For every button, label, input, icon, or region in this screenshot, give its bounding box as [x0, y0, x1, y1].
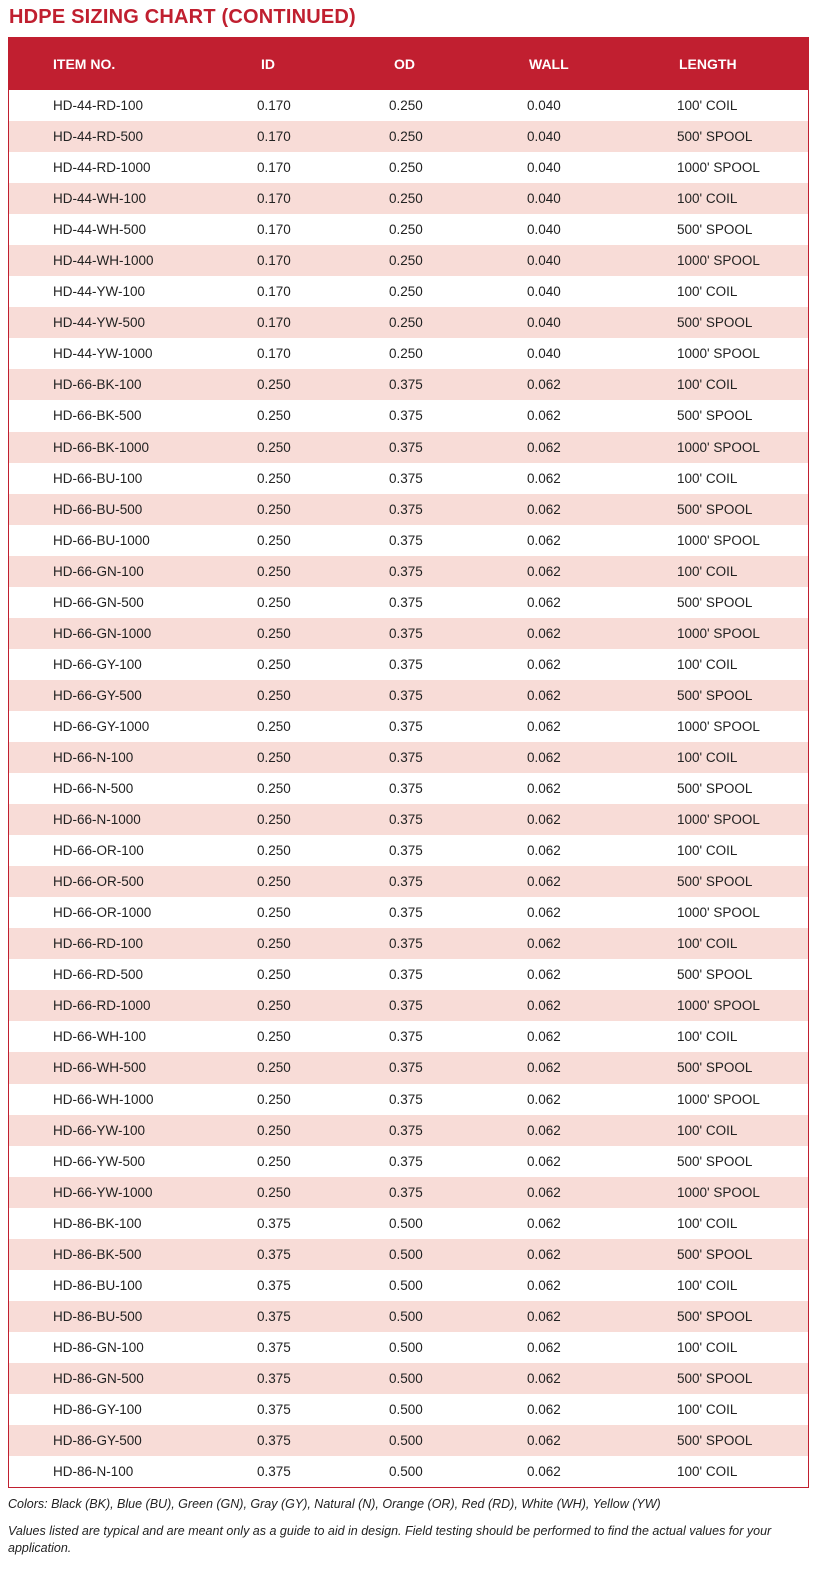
table-row — [9, 1425, 808, 1456]
cell-item-no: HD-86-GN-500 — [53, 1370, 144, 1386]
cell-od: 0.250 — [389, 222, 423, 238]
table-row — [9, 649, 808, 680]
cell-item-no: HD-66-GN-500 — [53, 594, 144, 610]
cell-wall: 0.062 — [527, 625, 561, 641]
cell-od: 0.375 — [389, 781, 423, 797]
cell-id: 0.250 — [257, 532, 291, 548]
table-row — [9, 1363, 808, 1394]
cell-od: 0.375 — [389, 687, 423, 703]
table-row — [9, 276, 808, 307]
table-row — [9, 525, 808, 556]
cell-id: 0.170 — [257, 191, 291, 207]
cell-item-no: HD-66-WH-100 — [53, 1029, 147, 1045]
cell-od: 0.375 — [389, 874, 423, 890]
table-row — [9, 152, 808, 183]
header-length: LENGTH — [679, 55, 737, 72]
table-row — [9, 369, 808, 400]
cell-wall: 0.062 — [527, 781, 561, 797]
table-row — [9, 90, 808, 121]
cell-id: 0.170 — [257, 253, 291, 269]
cell-item-no: HD-66-N-100 — [53, 750, 134, 765]
table-row — [9, 1270, 808, 1301]
cell-item-no: HD-86-BU-100 — [53, 1277, 143, 1293]
table-row — [9, 773, 808, 804]
cell-wall: 0.040 — [527, 315, 561, 331]
cell-id: 0.250 — [257, 501, 291, 517]
cell-od: 0.500 — [389, 1246, 423, 1262]
cell-item-no: HD-66-BK-100 — [53, 377, 142, 393]
cell-length: 500' SPOOL — [677, 1060, 753, 1076]
cell-od: 0.375 — [389, 1029, 423, 1045]
cell-id: 0.250 — [257, 656, 291, 672]
cell-id: 0.375 — [257, 1215, 291, 1231]
cell-id: 0.375 — [257, 1370, 291, 1386]
cell-length: 500' SPOOL — [677, 315, 753, 331]
cell-od: 0.375 — [389, 843, 423, 859]
cell-length: 500' SPOOL — [677, 129, 753, 145]
cell-length: 500' SPOOL — [677, 501, 753, 517]
cell-wall: 0.062 — [527, 408, 561, 424]
table-row — [9, 866, 808, 897]
cell-od: 0.375 — [389, 532, 423, 548]
cell-id: 0.170 — [257, 98, 291, 114]
cell-od: 0.375 — [389, 408, 423, 424]
cell-wall: 0.062 — [527, 874, 561, 890]
cell-wall: 0.040 — [527, 191, 561, 207]
cell-od: 0.375 — [389, 905, 423, 921]
cell-wall: 0.062 — [527, 1370, 561, 1386]
table-row — [9, 587, 808, 618]
cell-wall: 0.062 — [527, 905, 561, 921]
table-row — [9, 400, 808, 431]
cell-length: 500' SPOOL — [677, 408, 753, 424]
cell-length: 100' COIL — [677, 1401, 738, 1417]
cell-wall: 0.062 — [527, 1153, 561, 1169]
cell-id: 0.375 — [257, 1464, 291, 1480]
cell-od: 0.375 — [389, 1091, 423, 1107]
cell-od: 0.250 — [389, 98, 423, 114]
cell-length: 1000' SPOOL — [677, 346, 760, 362]
cell-id: 0.375 — [257, 1246, 291, 1262]
table-row — [9, 1177, 808, 1208]
cell-wall: 0.062 — [527, 439, 561, 455]
cell-item-no: HD-86-GY-100 — [53, 1401, 142, 1417]
cell-item-no: HD-44-RD-100 — [53, 98, 144, 114]
cell-od: 0.250 — [389, 284, 423, 300]
cell-id: 0.375 — [257, 1433, 291, 1449]
cell-item-no: HD-66-YW-1000 — [53, 1184, 153, 1200]
sizing-table — [8, 37, 809, 1488]
cell-item-no: HD-66-RD-500 — [53, 967, 144, 983]
cell-length: 100' COIL — [677, 470, 738, 486]
cell-od: 0.375 — [389, 625, 423, 641]
cell-wall: 0.062 — [527, 718, 561, 734]
cell-od: 0.500 — [389, 1433, 423, 1449]
cell-wall: 0.062 — [527, 501, 561, 517]
cell-id: 0.375 — [257, 1339, 291, 1355]
table-row — [9, 245, 808, 276]
table-row — [9, 680, 808, 711]
cell-item-no: HD-66-YW-100 — [53, 1122, 146, 1138]
page-title: HDPE SIZING CHART (CONTINUED) — [9, 6, 356, 28]
cell-id: 0.250 — [257, 718, 291, 734]
cell-od: 0.375 — [389, 967, 423, 983]
cell-wall: 0.062 — [527, 750, 561, 765]
table-row — [9, 494, 808, 525]
cell-id: 0.170 — [257, 346, 291, 362]
table-body — [9, 90, 808, 1487]
cell-od: 0.375 — [389, 1153, 423, 1169]
table-row — [9, 463, 808, 494]
table-row — [9, 1239, 808, 1270]
table-row — [9, 928, 808, 959]
cell-wall: 0.062 — [527, 1308, 561, 1324]
cell-wall: 0.062 — [527, 936, 561, 952]
header-item-no: ITEM NO. — [53, 55, 116, 72]
cell-wall: 0.062 — [527, 1464, 561, 1480]
cell-item-no: HD-66-BK-500 — [53, 408, 142, 424]
table-row — [9, 1052, 808, 1083]
cell-item-no: HD-66-BU-500 — [53, 501, 143, 517]
cell-id: 0.250 — [257, 377, 291, 393]
cell-length: 100' COIL — [677, 1339, 738, 1355]
cell-id: 0.250 — [257, 1153, 291, 1169]
cell-od: 0.375 — [389, 750, 423, 765]
cell-item-no: HD-66-GN-1000 — [53, 625, 152, 641]
cell-item-no: HD-66-RD-100 — [53, 936, 144, 952]
table-row — [9, 432, 808, 463]
colors-legend-note: Colors: Black (BK), Blue (BU), Green (GN), Gray (GY), Natural (N), Orange (OR), Red (RD), White (WH), Yellow (YW) — [8, 1497, 661, 1511]
cell-item-no: HD-86-BK-500 — [53, 1246, 142, 1262]
cell-wall: 0.062 — [527, 1184, 561, 1200]
cell-id: 0.250 — [257, 1184, 291, 1200]
table-row — [9, 1084, 808, 1115]
cell-length: 500' SPOOL — [677, 1153, 753, 1169]
cell-item-no: HD-66-BU-1000 — [53, 532, 150, 548]
table-row — [9, 183, 808, 214]
table-row — [9, 1394, 808, 1425]
cell-id: 0.250 — [257, 750, 291, 765]
cell-od: 0.500 — [389, 1370, 423, 1386]
cell-id: 0.170 — [257, 160, 291, 176]
cell-length: 1000' SPOOL — [677, 253, 760, 269]
table-row — [9, 742, 808, 773]
cell-od: 0.500 — [389, 1464, 423, 1480]
cell-length: 1000' SPOOL — [677, 718, 760, 734]
cell-od: 0.375 — [389, 1060, 423, 1076]
cell-id: 0.250 — [257, 967, 291, 983]
cell-item-no: HD-86-N-100 — [53, 1464, 134, 1480]
header-od: OD — [394, 55, 415, 72]
header-wall: WALL — [529, 55, 569, 72]
cell-wall: 0.062 — [527, 563, 561, 579]
cell-length: 500' SPOOL — [677, 1308, 753, 1324]
cell-id: 0.170 — [257, 284, 291, 300]
cell-od: 0.375 — [389, 439, 423, 455]
cell-length: 500' SPOOL — [677, 781, 753, 797]
cell-od: 0.500 — [389, 1277, 423, 1293]
cell-wall: 0.040 — [527, 129, 561, 145]
cell-wall: 0.062 — [527, 1029, 561, 1045]
cell-id: 0.375 — [257, 1277, 291, 1293]
cell-id: 0.250 — [257, 687, 291, 703]
cell-length: 100' COIL — [677, 377, 738, 393]
cell-od: 0.375 — [389, 998, 423, 1014]
cell-item-no: HD-66-YW-500 — [53, 1153, 146, 1169]
table-row — [9, 990, 808, 1021]
cell-wall: 0.062 — [527, 1401, 561, 1417]
cell-length: 500' SPOOL — [677, 1433, 753, 1449]
cell-item-no: HD-66-N-500 — [53, 781, 134, 797]
cell-length: 100' COIL — [677, 191, 738, 207]
cell-item-no: HD-66-N-1000 — [53, 812, 141, 828]
cell-wall: 0.062 — [527, 1215, 561, 1231]
table-row — [9, 1456, 808, 1487]
header-id: ID — [261, 55, 275, 72]
cell-wall: 0.040 — [527, 284, 561, 300]
cell-item-no: HD-44-RD-1000 — [53, 160, 151, 176]
cell-wall: 0.040 — [527, 346, 561, 362]
cell-length: 100' COIL — [677, 1122, 738, 1138]
cell-length: 100' COIL — [677, 1464, 738, 1480]
cell-id: 0.250 — [257, 1060, 291, 1076]
cell-item-no: HD-44-RD-500 — [53, 129, 144, 145]
cell-length: 100' COIL — [677, 1029, 738, 1045]
table-row — [9, 1021, 808, 1052]
cell-item-no: HD-44-YW-1000 — [53, 346, 153, 362]
table-row — [9, 618, 808, 649]
table-row — [9, 835, 808, 866]
cell-length: 1000' SPOOL — [677, 998, 760, 1014]
cell-od: 0.500 — [389, 1308, 423, 1324]
cell-wall: 0.062 — [527, 998, 561, 1014]
cell-item-no: HD-66-BK-1000 — [53, 439, 150, 455]
table-row — [9, 1208, 808, 1239]
cell-length: 100' COIL — [677, 750, 738, 765]
cell-id: 0.250 — [257, 905, 291, 921]
cell-item-no: HD-66-OR-100 — [53, 843, 144, 859]
cell-item-no: HD-86-BK-100 — [53, 1215, 142, 1231]
cell-wall: 0.062 — [527, 1122, 561, 1138]
cell-id: 0.250 — [257, 874, 291, 890]
cell-length: 100' COIL — [677, 656, 738, 672]
cell-wall: 0.062 — [527, 812, 561, 828]
cell-od: 0.375 — [389, 594, 423, 610]
table-row — [9, 307, 808, 338]
cell-od: 0.375 — [389, 470, 423, 486]
cell-wall: 0.040 — [527, 253, 561, 269]
cell-id: 0.250 — [257, 998, 291, 1014]
cell-length: 100' COIL — [677, 284, 738, 300]
cell-length: 500' SPOOL — [677, 687, 753, 703]
cell-id: 0.170 — [257, 315, 291, 331]
cell-od: 0.375 — [389, 563, 423, 579]
cell-wall: 0.062 — [527, 967, 561, 983]
cell-wall: 0.062 — [527, 843, 561, 859]
cell-length: 500' SPOOL — [677, 1246, 753, 1262]
cell-od: 0.375 — [389, 1122, 423, 1138]
cell-length: 100' COIL — [677, 563, 738, 579]
table-row — [9, 959, 808, 990]
cell-item-no: HD-66-WH-1000 — [53, 1091, 154, 1107]
cell-wall: 0.062 — [527, 1091, 561, 1107]
cell-od: 0.250 — [389, 253, 423, 269]
cell-length: 1000' SPOOL — [677, 1184, 760, 1200]
cell-id: 0.250 — [257, 936, 291, 952]
cell-length: 1000' SPOOL — [677, 905, 760, 921]
table-row — [9, 1301, 808, 1332]
cell-od: 0.250 — [389, 315, 423, 331]
cell-item-no: HD-44-WH-500 — [53, 222, 147, 238]
cell-wall: 0.062 — [527, 1277, 561, 1293]
cell-od: 0.375 — [389, 656, 423, 672]
cell-length: 1000' SPOOL — [677, 439, 760, 455]
cell-length: 1000' SPOOL — [677, 532, 760, 548]
cell-length: 1000' SPOOL — [677, 625, 760, 641]
cell-wall: 0.062 — [527, 1433, 561, 1449]
cell-length: 100' COIL — [677, 98, 738, 114]
cell-od: 0.375 — [389, 936, 423, 952]
cell-id: 0.250 — [257, 594, 291, 610]
table-row — [9, 897, 808, 928]
cell-wall: 0.062 — [527, 470, 561, 486]
cell-id: 0.250 — [257, 563, 291, 579]
table-row — [9, 338, 808, 369]
table-header — [9, 37, 808, 90]
cell-id: 0.250 — [257, 1091, 291, 1107]
cell-od: 0.375 — [389, 377, 423, 393]
cell-length: 500' SPOOL — [677, 594, 753, 610]
cell-item-no: HD-44-WH-1000 — [53, 253, 154, 269]
cell-length: 1000' SPOOL — [677, 812, 760, 828]
cell-length: 500' SPOOL — [677, 874, 753, 890]
cell-length: 100' COIL — [677, 1277, 738, 1293]
cell-id: 0.250 — [257, 781, 291, 797]
cell-length: 500' SPOOL — [677, 967, 753, 983]
cell-item-no: HD-44-WH-100 — [53, 191, 147, 207]
cell-item-no: HD-66-WH-500 — [53, 1060, 147, 1076]
cell-length: 100' COIL — [677, 1215, 738, 1231]
cell-wall: 0.062 — [527, 1246, 561, 1262]
cell-od: 0.500 — [389, 1339, 423, 1355]
cell-od: 0.375 — [389, 1184, 423, 1200]
cell-id: 0.375 — [257, 1401, 291, 1417]
cell-length: 100' COIL — [677, 843, 738, 859]
cell-length: 500' SPOOL — [677, 1370, 753, 1386]
cell-od: 0.375 — [389, 812, 423, 828]
cell-id: 0.250 — [257, 1029, 291, 1045]
cell-id: 0.170 — [257, 222, 291, 238]
cell-item-no: HD-86-BU-500 — [53, 1308, 143, 1324]
cell-wall: 0.062 — [527, 687, 561, 703]
cell-od: 0.500 — [389, 1401, 423, 1417]
cell-wall: 0.062 — [527, 1339, 561, 1355]
cell-item-no: HD-66-RD-1000 — [53, 998, 151, 1014]
table-row — [9, 1146, 808, 1177]
cell-item-no: HD-86-GN-100 — [53, 1339, 144, 1355]
cell-length: 1000' SPOOL — [677, 160, 760, 176]
cell-item-no: HD-86-GY-500 — [53, 1433, 142, 1449]
cell-id: 0.170 — [257, 129, 291, 145]
cell-od: 0.375 — [389, 501, 423, 517]
cell-od: 0.250 — [389, 346, 423, 362]
table-row — [9, 1115, 808, 1146]
cell-wall: 0.062 — [527, 656, 561, 672]
cell-item-no: HD-44-YW-100 — [53, 284, 146, 300]
cell-wall: 0.062 — [527, 1060, 561, 1076]
cell-length: 1000' SPOOL — [677, 1091, 760, 1107]
cell-od: 0.250 — [389, 129, 423, 145]
cell-item-no: HD-66-GY-500 — [53, 687, 142, 703]
cell-wall: 0.040 — [527, 98, 561, 114]
cell-id: 0.250 — [257, 1122, 291, 1138]
cell-item-no: HD-66-OR-1000 — [53, 905, 152, 921]
cell-id: 0.250 — [257, 843, 291, 859]
cell-od: 0.250 — [389, 160, 423, 176]
cell-od: 0.250 — [389, 191, 423, 207]
table-row — [9, 804, 808, 835]
cell-wall: 0.040 — [527, 222, 561, 238]
table-row — [9, 121, 808, 152]
cell-id: 0.250 — [257, 408, 291, 424]
table-row — [9, 556, 808, 587]
table-row — [9, 711, 808, 742]
cell-item-no: HD-66-BU-100 — [53, 470, 143, 486]
cell-id: 0.250 — [257, 625, 291, 641]
cell-wall: 0.040 — [527, 160, 561, 176]
cell-id: 0.250 — [257, 439, 291, 455]
cell-od: 0.375 — [389, 718, 423, 734]
cell-od: 0.500 — [389, 1215, 423, 1231]
cell-wall: 0.062 — [527, 377, 561, 393]
cell-item-no: HD-66-GY-1000 — [53, 718, 150, 734]
disclaimer-note: Values listed are typical and are meant only as a guide to aid in design. Field testing should be performed to find the actual values for your application. — [8, 1524, 772, 1555]
cell-length: 100' COIL — [677, 936, 738, 952]
cell-id: 0.250 — [257, 812, 291, 828]
cell-item-no: HD-66-GN-100 — [53, 563, 144, 579]
table-row — [9, 214, 808, 245]
cell-id: 0.375 — [257, 1308, 291, 1324]
cell-item-no: HD-66-OR-500 — [53, 874, 144, 890]
cell-item-no: HD-44-YW-500 — [53, 315, 146, 331]
cell-length: 500' SPOOL — [677, 222, 753, 238]
cell-wall: 0.062 — [527, 532, 561, 548]
table-row — [9, 1332, 808, 1363]
cell-id: 0.250 — [257, 470, 291, 486]
cell-item-no: HD-66-GY-100 — [53, 656, 142, 672]
cell-wall: 0.062 — [527, 594, 561, 610]
